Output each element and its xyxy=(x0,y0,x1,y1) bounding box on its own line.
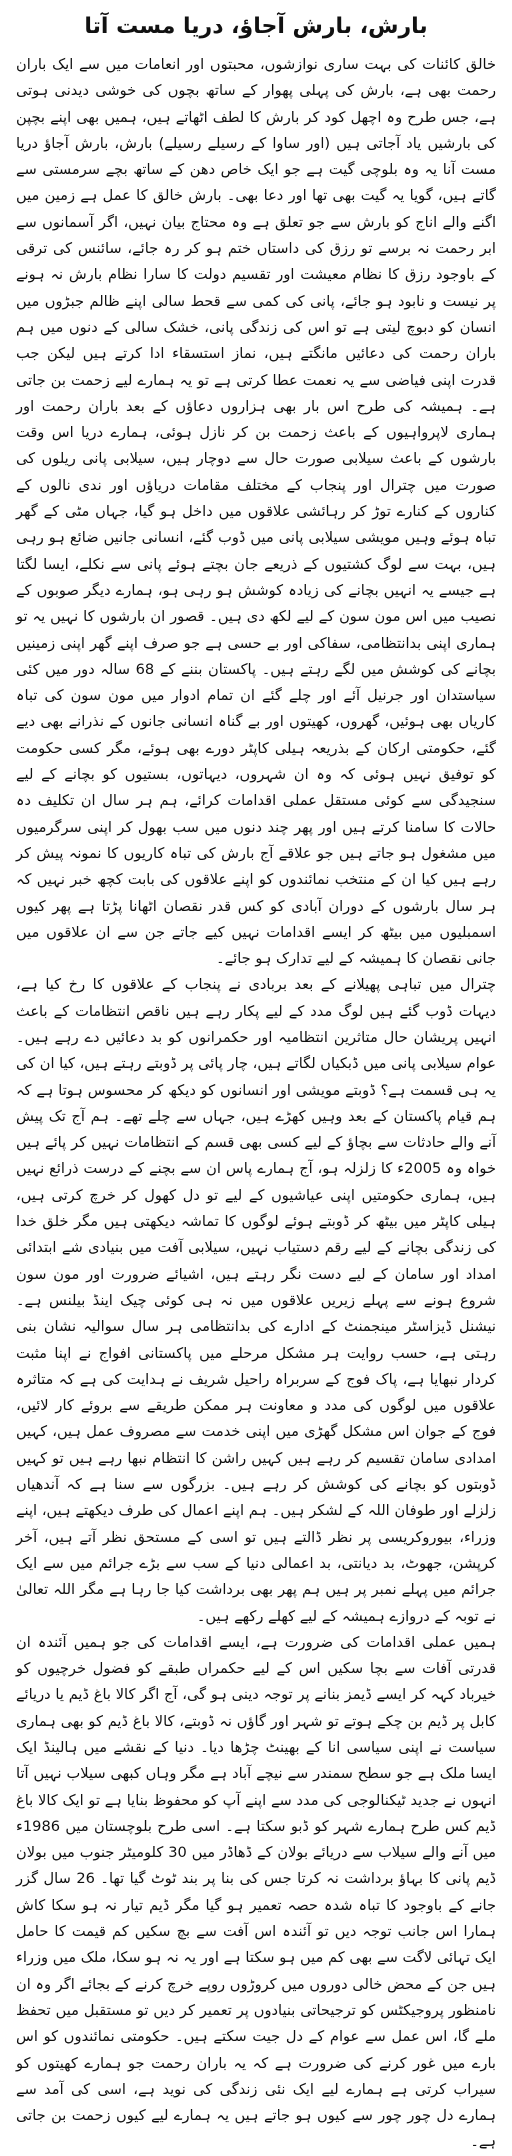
article-paragraph: چترال میں تباہی پھیلانے کے بعد بربادی نے پنجاب کے علاقوں کا رخ کیا ہے، دیہات ڈوب گئے ہیں لوگ مدد کے لیے پکار رہے ہیں ناقص انتظامات کے باعث انہیں پریشان حال متاثرین انتظامیہ اور حکمرانوں کو بد دعائیں دے رہے ہیں۔ عوام سیلابی پانی میں ڈبکیاں لگاتے ہیں، چار پائی پر ڈوبتے رہتے ہیں، کیا ان کی یہ ہی قسمت ہے؟ ڈوبتے مویشی اور انسانوں کو دیکھ کر محسوس ہوتا ہے کہ ہم قیام پاکستان کے بعد وہیں کھڑے ہیں، جہاں سے چلے تھے۔ ہم آج تک پیش آنے والے حادثات سے بچاؤ کے لیے کسی بھی قسم کے انتظامات نہیں کر پائے ہیں خواہ وہ 2005ء کا زلزلہ ہو، آج ہمارے پاس ان سے بچنے کے درست ذرائع نہیں ہیں، ہماری حکومتیں اپنی عیاشیوں کے لیے تو دل کھول کر خرچ کرتی ہیں، ہیلی کاپٹر میں بیٹھ کر ڈوبتے ہوئے لوگوں کا تماشہ دیکھتی ہیں مگر خلق خدا کی زندگی بچانے کے لیے رقم دستیاب نہیں، سیلابی آفت میں بنیادی شے ابتدائی امداد اور سامان کے لیے دست نگر رہتے ہیں، اشیائے ضرورت اور مون سون شروع ہونے سے پہلے زیریں علاقوں میں نہ ہی کوئی چیک اینڈ بیلنس ہے۔ نیشنل ڈیزاسٹر مینجمنٹ کے ادارے کی بدانتظامی ہر سال سوالیہ نشان بنی رہتی ہے، حسب روایت ہر مشکل مرحلے میں پاکستانی افواج نے اپنا مثبت کردار نبھایا ہے، پاک فوج کے سربراہ راحیل شریف نے ہدایت کی ہے کہ متاثرہ علاقوں میں لوگوں کی مدد و معاونت ہر ممکن طریقے سے بروئے کار لائیں، فوج کے جوان اس مشکل گھڑی میں اپنی خدمت سے مصروف عمل ہیں، کہیں امدادی سامان تقسیم کر رہے ہیں کہیں راشن کا انتظام نبھا رہے ہیں تو کہیں ڈوبتوں کو بچانے کی کوشش کر رہے ہیں۔ بزرگوں سے سنا ہے کہ آندھیاں زلزلے اور طوفان اللہ کے لشکر ہیں۔ ہم اپنے اعمال کی طرف دیکھتے ہیں، اپنے وزراء، بیوروکریسی پر نظر ڈالتے ہیں تو اسی کے مستحق نظر آتے ہیں، آخر کرپشن، جھوٹ، بد دیانتی، بد اعمالی دنیا کے سب سے بڑے جرائم میں سے ایک جرائم میں پہلے نمبر پر ہیں ہم پھر بھی برداشت کیا جا رہا ہے مگر اللہ تعالیٰ نے توبہ کے دروازے ہمیشہ کے لیے کھلے رکھے ہیں۔ xyxy=(15,976,496,1625)
article-body xyxy=(16,52,496,2156)
article-paragraph: خالق کائنات کی بہت ساری نوازشوں، محبتوں اور انعامات میں سے ایک باران رحمت بھی ہے، بارش کی پہلی پھوار کے ساتھ بچوں کی خوشی دیدنی ہوتی ہے، جس طرح وہ اچھل کود کر بارش کا لطف اٹھاتے ہیں، ہمیں بھی اپنے بچپن کی بارشیں یاد آجاتی ہیں (اور ساوا کے رسیلے رسیلے) بارش، بارش آجاؤ دریا مست آنا یہ وہ بلوچی گیت ہے جو ایک خاص دھن کے ساتھ بچے سرمستی سے گاتے ہیں، گویا یہ گیت بھی تھا اور دعا بھی۔ بارش خالق کا عمل ہے زمین میں اگنے والے اناج کو بارش سے جو تعلق ہے وہ محتاج بیان نہیں، اگر آسمانوں سے ابر رحمت نہ برسے تو رزق کی داستاں ختم ہو کر رہ جائے، سائنس کی ترقی کے باوجود رزق کا نظام معیشت اور تقسیم دولت کا سارا نظام بارش نہ ہونے پر نیست و نابود ہو جائے، پانی کی کمی سے قحط سالی اپنے ظالم جبڑوں میں انسان کو دبوچ لیتی ہے تو اس کی زندگی پانی، خشک سالی کے دنوں میں ہم باران رحمت کی دعائیں مانگتے ہیں، نماز استسقاء ادا کرتے ہیں لیکن جب قدرت اپنی فیاضی سے یہ نعمت عطا کرتی ہے تو یہ ہمارے لیے زحمت بن جاتی ہے۔ ہمیشہ کی طرح اس بار بھی ہزاروں دعاؤں کے بعد باران رحمت اور ہماری لاپرواہیوں کے باعث زحمت بن کر نازل ہوئی، ہمارے دریا اس وقت بارشوں کے باعث سیلابی صورت حال سے دوچار ہیں، سیلابی پانی ریلوں کی صورت میں چترال اور پنجاب کے مختلف مقامات دریاؤں اور ندی نالوں کے کناروں کے کنارے توڑ کر رہائشی علاقوں میں داخل ہو گیا، جہاں مٹی کے گھر تباہ ہوئے وہیں مویشی سیلابی پانی میں ڈوب گئے، انسانی جانیں ضائع ہو رہی ہیں، بہت سے لوگ کشتیوں کے ذریعے جان بچتے ہوئے پانی سے نکلے، ایسا لگتا ہے جیسے یہ انہیں بچانے کی زیادہ کوشش ہو رہی ہو، ہمارے دیگر صوبوں کے نصیب میں اس مون سون کے لیے لکھ دی ہیں۔ قصور ان بارشوں کا نہیں یہ تو ہماری اپنی بدانتظامی، سفاکی اور بے حسی ہے جو صرف اپنے گھر اپنی زمینیں بچانے کی کوشش میں لگے رہتے ہیں۔ پاکستان بننے کے 68 سالہ دور میں کئی سیاستدان اور جرنیل آئے اور چلے گئے ان تمام ادوار میں مون سون کی تباہ کاریاں بھی ہوئیں، گھروں، کھیتوں اور بے گناہ انسانی جانوں کے نذرانے بھی دیے گئے، حکومتی ارکان کے بذریعہ ہیلی کاپٹر دورے بھی ہوئے، مگر کسی حکومت کو توفیق نہیں ہوئی کہ وہ ان شہروں، دیہاتوں، بستیوں کو بچانے کے لیے سنجیدگی سے کوئی مستقل عملی اقدامات کرائے، ہم ہر سال ان تکلیف دہ حالات کا سامنا کرتے ہیں اور پھر چند دنوں میں سب بھول کر اپنی سرگرمیوں میں مشغول ہو جاتے ہیں جو علاقے آج بارش کی تباہ کاریوں کا نمونہ پیش کر رہے ہیں کیا ان کے منتخب نمائندوں کو اپنے علاقوں کی بابت کچھ خبر نہیں کہ ہر سال بارشوں کے دوران آبادی کو کس قدر نقصان اٹھانا پڑتا ہے پھر کیوں اسمبلیوں میں بیٹھ کر ایسے اقدامات نہیں کیے جاتے جن سے ان علاقوں میں جانی نقصان کا ہمیشہ کے لیے تدارک ہو جائے۔ xyxy=(16,56,496,968)
article-title: بارش، بارش آجاؤ، دریا مست آتا xyxy=(84,14,428,39)
article-paragraph: ہمیں عملی اقدامات کی ضرورت ہے، ایسے اقدامات کی جو ہمیں آئندہ ان قدرتی آفات سے بچا سکیں اس کے لیے حکمراں طبقے کو فضول خرچیوں کو خیرباد کہہ کر ایسے ڈیمز بنانے پر توجہ دینی ہو گی، آج اگر کالا باغ ڈیم یا دریائے کابل پر ڈیم بن چکے ہوتے تو شہر اور گاؤں نہ ڈوبتے، کالا باغ ڈیم کو بھی ہماری سیاست نے اپنی سیاسی انا کے بھینٹ چڑھا دیا۔ دنیا کے نقشے میں ہالینڈ ایک ایسا ملک ہے جو سطح سمندر سے نیچے آباد ہے مگر وہاں کبھی سیلاب نہیں آتا انہوں نے جدید ٹیکنالوجی کی مدد سے اپنے آپ کو محفوظ بنایا ہے تو ایک کالا باغ ڈیم کس طرح ہمارے شہر کو ڈبو سکتا ہے۔ اسی طرح بلوچستان میں 1986ء میں آنے والے سیلاب سے دریائے بولان کے ڈھاڈر میں 30 کلومیٹر جنوب میں بولان ڈیم پانی کا بہاؤ برداشت نہ کرتا جس کی بنا پر بند ٹوٹ گیا تھا۔ 26 سال گزر جانے کے باوجود کا تباہ شدہ حصہ تعمیر ہو گیا مگر ڈیم تیار نہ ہو سکا کاش ہمارا اس جانب توجہ دیں تو آئندہ اس آفت سے بچ سکیں کم قیمت کا حامل ایک تہائی لاگت سے بھی کم میں ہو سکتا ہے اور یہ نہ ہو سکا، ملک میں وزراء ہیں جن کے محض خالی دوروں میں کروڑوں روپے خرچ کرنے کے بجائے اگر وہ ان نامنظور پروجیکٹس کو ترجیحاتی بنیادوں پر تعمیر کر دیں تو مستقبل میں تحفظ ملے گا، اس عمل سے عوام کے دل جیت سکتے ہیں۔ حکومتی نمائندوں کو اس بارے میں غور کرنے کی ضرورت ہے کہ یہ باران رحمت جو ہمارے کھیتوں کو سیراب کرتی ہے ہمارے لیے ایک نئی زندگی کی نوید ہے، اسی کی آمد سے ہمارے دل چور چور سے کیوں ہو جاتے ہیں یہ ہمارے لیے کیوں زحمت بن جاتی ہے۔ xyxy=(16,1633,496,2151)
